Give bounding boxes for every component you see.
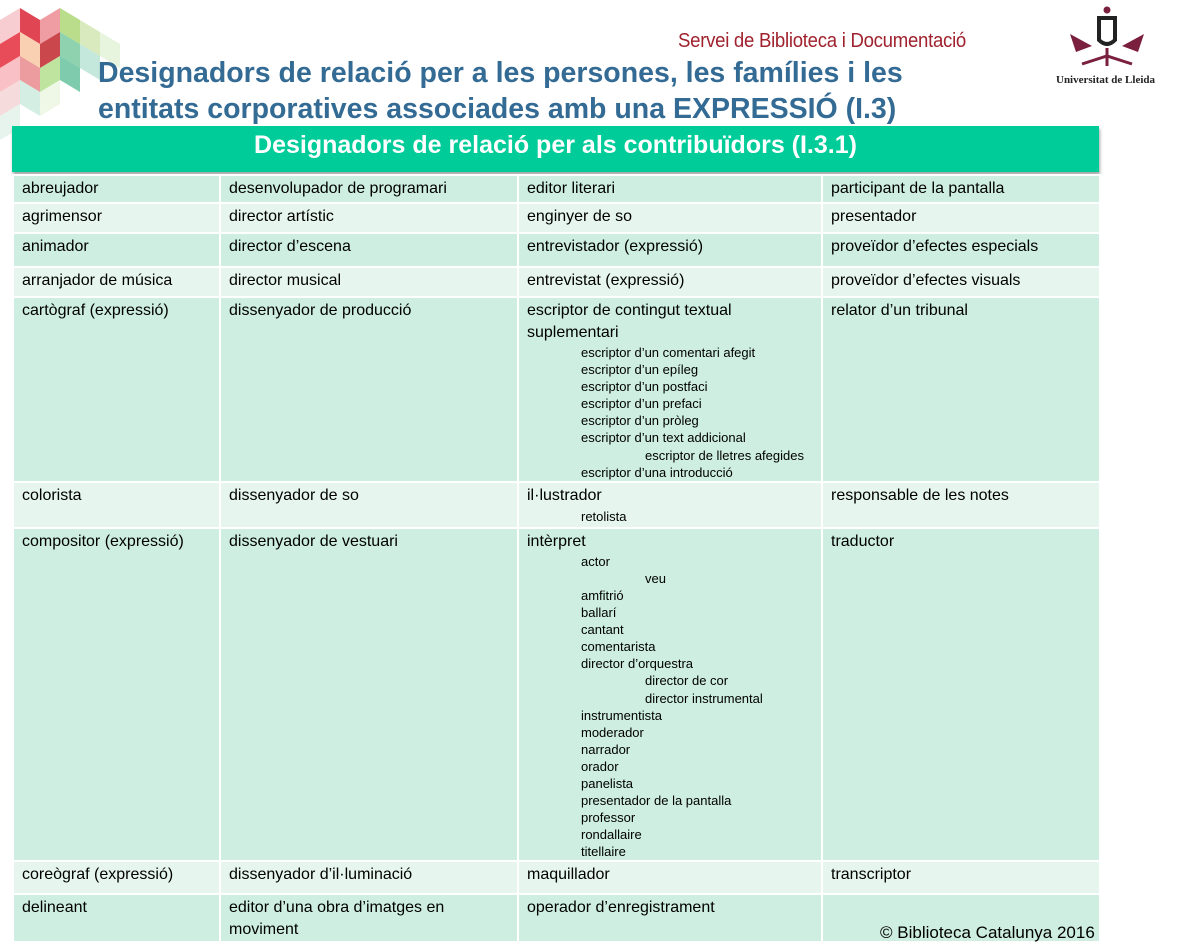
copyright-notice: © Biblioteca Catalunya 2016 [880, 923, 1095, 942]
table-cell: delineant [13, 894, 220, 942]
sub-item: retolista [581, 508, 627, 524]
page-title-line-2: entitats corporatives associades amb una EXPRESSIÓ (I.3) [98, 93, 897, 125]
sub-item: professor [581, 810, 636, 826]
table-cell: dissenyador de so [220, 482, 518, 528]
sub-item: escriptor d’un text addicional [581, 430, 746, 446]
table-cell: entrevistat (expressió) [518, 267, 822, 297]
table-cell: director artístic [220, 203, 518, 233]
sub-item: comentarista [581, 639, 656, 655]
university-logo-icon [1062, 4, 1152, 76]
sub-item: titellaire [581, 844, 626, 860]
sub-item: amfitrió [581, 587, 624, 603]
cell-main-text: il·lustrador [527, 486, 602, 504]
table-cell: director musical [220, 267, 518, 297]
sub-item: escriptor d’una introducció [581, 464, 733, 480]
sub-item: escriptor d’un comentari afegit [581, 345, 756, 360]
table-row [13, 233, 1100, 267]
table-cell: responsable de les notes [822, 482, 1100, 528]
table-cell [518, 297, 822, 482]
sub-item: escriptor d’un prefaci [581, 396, 702, 412]
table-cell: arranjador de música [13, 267, 220, 297]
table-row [13, 175, 1100, 203]
sub-item: actor [581, 553, 610, 569]
sub-item: panelista [581, 775, 634, 791]
sub-item: rondallaire [581, 827, 642, 843]
table-cell: transcriptor [822, 861, 1100, 894]
table-cell: presentador [822, 203, 1100, 233]
sub-item: director d’orquestra [581, 656, 693, 672]
table-row [13, 482, 1100, 528]
sub-item: escriptor d’un postfaci [581, 379, 708, 395]
table-row [13, 203, 1100, 233]
table-cell: director d’escena [220, 233, 518, 267]
sub-sub-item: escriptor de lletres afegides [645, 447, 804, 463]
table-cell: cartògraf (expressió) [13, 297, 220, 482]
relationship-designators-table [12, 174, 1101, 943]
sub-item: cantant [581, 622, 624, 638]
table-cell: editor d’una obra d’imatges en moviment [220, 894, 518, 942]
cell-main-text: escriptor de contingut textual suplementari [527, 302, 732, 341]
table-cell: relator d’un tribunal [822, 297, 1100, 482]
table-cell: participant de la pantalla [822, 175, 1100, 203]
table-cell: proveïdor d’efectes especials [822, 233, 1100, 267]
sub-item: narrador [581, 741, 631, 757]
table-cell: coreògraf (expressió) [13, 861, 220, 894]
table-cell: agrimensor [13, 203, 220, 233]
sub-sub-item: director de cor [645, 673, 729, 689]
service-title: Servei de Biblioteca i Documentació [678, 30, 966, 52]
table-cell: maquillador [518, 861, 822, 894]
sub-item: instrumentista [581, 707, 662, 723]
table-cell: abreujador [13, 175, 220, 203]
table-cell: dissenyador d’il·luminació [220, 861, 518, 894]
table-cell [518, 482, 822, 528]
sub-sub-item: director instrumental [645, 690, 763, 706]
table-cell: colorista [13, 482, 220, 528]
sub-sub-item: veu [645, 570, 666, 586]
sub-item: escriptor d’un epíleg [581, 362, 699, 378]
table-cell: compositor (expressió) [13, 528, 220, 862]
table-cell: traductor [822, 528, 1100, 862]
university-name: Universitat de Lleida [1056, 74, 1155, 86]
sub-item: orador [581, 758, 619, 774]
table-cell: entrevistador (expressió) [518, 233, 822, 267]
performer-sublist [527, 553, 813, 861]
page-title-line-1: Designadors de relació per a les persones, les famílies i les [98, 57, 903, 89]
table-cell: dissenyador de producció [220, 297, 518, 482]
sub-item: ballarí [581, 605, 617, 621]
table-row [13, 267, 1100, 297]
table-cell: dissenyador de vestuari [220, 528, 518, 862]
section-banner: Designadors de relació per als contribuïdors (I.3.1) [12, 126, 1099, 172]
table-row [13, 297, 1100, 482]
page-title [98, 55, 1058, 127]
table-cell [518, 528, 822, 862]
sub-item: moderador [581, 724, 644, 740]
sub-item: presentador de la pantalla [581, 793, 732, 809]
table-cell: editor literari [518, 175, 822, 203]
cell-main-text: intèrpret [527, 532, 586, 550]
table-cell: animador [13, 233, 220, 267]
sub-item: escriptor d’un pròleg [581, 413, 699, 429]
table-row [13, 528, 1100, 862]
table-cell: operador d’enregistrament [518, 894, 822, 942]
table-cell: desenvolupador de programari [220, 175, 518, 203]
table-cell: enginyer de so [518, 203, 822, 233]
table-row [13, 861, 1100, 894]
table-cell: proveïdor d’efectes visuals [822, 267, 1100, 297]
